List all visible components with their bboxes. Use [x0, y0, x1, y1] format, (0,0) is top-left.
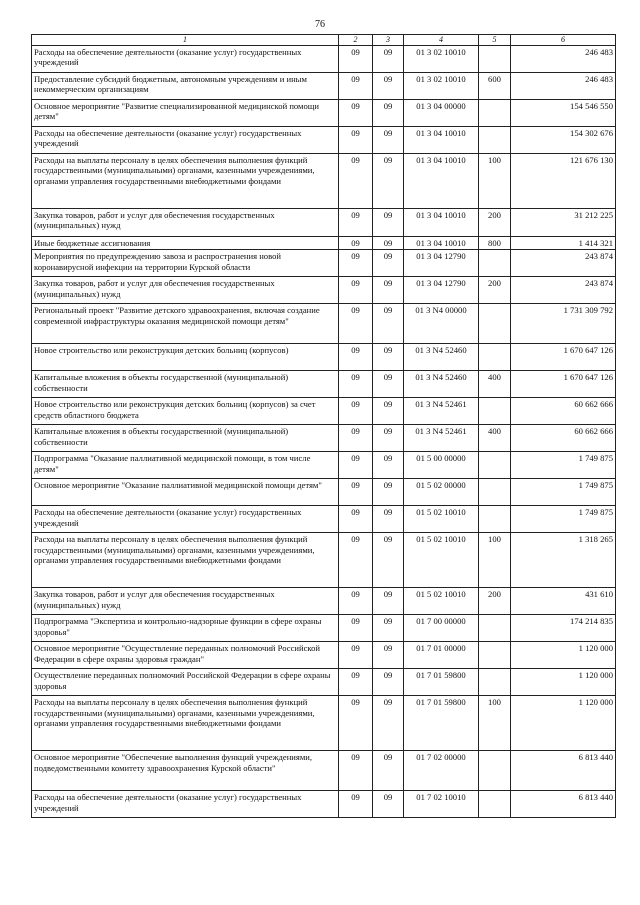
row-amount: 154 302 676: [511, 126, 616, 153]
row-amount: 243 874: [511, 250, 616, 277]
row-expense-type: [479, 479, 511, 506]
row-name: Мероприятия по предупреждению завоза и распространения новой коронавирусной инфекции на территории Курской области: [32, 250, 339, 277]
row-subsection: 09: [373, 344, 404, 371]
row-target-article: 01 7 01 59800: [404, 669, 479, 696]
row-expense-type: [479, 45, 511, 72]
row-section: 09: [339, 208, 373, 236]
budget-table: [31, 34, 616, 818]
row-expense-type: 100: [479, 153, 511, 208]
row-amount: 1 120 000: [511, 669, 616, 696]
row-section: 09: [339, 479, 373, 506]
table-row: [32, 588, 616, 615]
table-row: [32, 398, 616, 425]
row-subsection: 09: [373, 642, 404, 669]
row-expense-type: [479, 126, 511, 153]
row-target-article: 01 3 02 10010: [404, 45, 479, 72]
row-subsection: 09: [373, 506, 404, 533]
row-expense-type: 400: [479, 371, 511, 398]
table-row: [32, 506, 616, 533]
row-expense-type: [479, 452, 511, 479]
row-expense-type: [479, 669, 511, 696]
table-row: [32, 479, 616, 506]
row-expense-type: 600: [479, 72, 511, 99]
row-name: Расходы на выплаты персоналу в целях обеспечения выполнения функций государственными (муниципальными) органами, казенными учреждениями, органами управления государственными внебюджетными фондами: [32, 533, 339, 588]
row-expense-type: 200: [479, 588, 511, 615]
row-target-article: 01 7 00 00000: [404, 615, 479, 642]
table-row: [32, 45, 616, 72]
row-subsection: 09: [373, 398, 404, 425]
row-subsection: 09: [373, 126, 404, 153]
row-name: Иные бюджетные ассигнования: [32, 236, 339, 249]
row-subsection: 09: [373, 250, 404, 277]
row-section: 09: [339, 304, 373, 344]
row-name: Подпрограмма "Оказание паллиативной медицинской помощи, в том числе детям": [32, 452, 339, 479]
row-target-article: 01 7 02 10010: [404, 791, 479, 818]
row-section: 09: [339, 45, 373, 72]
row-section: 09: [339, 452, 373, 479]
row-subsection: 09: [373, 615, 404, 642]
row-target-article: 01 3 N4 52460: [404, 371, 479, 398]
table-row: [32, 669, 616, 696]
table-row: [32, 236, 616, 249]
row-name: Расходы на обеспечение деятельности (оказание услуг) государственных учреждений: [32, 791, 339, 818]
row-amount: 1 749 875: [511, 452, 616, 479]
row-target-article: 01 7 02 00000: [404, 751, 479, 791]
row-target-article: 01 7 01 00000: [404, 642, 479, 669]
row-name: Капитальные вложения в объекты государственной (муниципальной) собственности: [32, 371, 339, 398]
row-expense-type: [479, 506, 511, 533]
table-row: [32, 791, 616, 818]
row-expense-type: 200: [479, 208, 511, 236]
table-row: [32, 344, 616, 371]
table-row: [32, 452, 616, 479]
row-target-article: 01 3 04 12790: [404, 250, 479, 277]
row-expense-type: 800: [479, 236, 511, 249]
row-expense-type: [479, 642, 511, 669]
row-target-article: 01 3 N4 52461: [404, 425, 479, 452]
row-name: Расходы на обеспечение деятельности (оказание услуг) государственных учреждений: [32, 506, 339, 533]
row-subsection: 09: [373, 751, 404, 791]
table-row: [32, 208, 616, 236]
row-subsection: 09: [373, 452, 404, 479]
row-name: Основное мероприятие "Развитие специализированной медицинской помощи детям": [32, 99, 339, 126]
row-section: 09: [339, 791, 373, 818]
row-target-article: 01 5 02 10010: [404, 533, 479, 588]
table-row: [32, 533, 616, 588]
row-target-article: 01 5 00 00000: [404, 452, 479, 479]
row-subsection: 09: [373, 696, 404, 751]
table-row: [32, 99, 616, 126]
table-row: [32, 126, 616, 153]
table-body: [32, 45, 616, 817]
row-amount: 6 813 440: [511, 791, 616, 818]
row-section: 09: [339, 533, 373, 588]
row-section: 09: [339, 250, 373, 277]
row-target-article: 01 3 04 10010: [404, 208, 479, 236]
row-target-article: 01 3 04 10010: [404, 153, 479, 208]
row-expense-type: [479, 304, 511, 344]
row-target-article: 01 7 01 59800: [404, 696, 479, 751]
row-expense-type: 200: [479, 277, 511, 304]
row-section: 09: [339, 344, 373, 371]
row-subsection: 09: [373, 45, 404, 72]
row-name: Расходы на выплаты персоналу в целях обеспечения выполнения функций государственными (муниципальными) органами, казенными учреждениями, органами управления государственными внебюджетными фондами: [32, 696, 339, 751]
row-subsection: 09: [373, 669, 404, 696]
row-target-article: 01 3 04 00000: [404, 99, 479, 126]
row-section: 09: [339, 236, 373, 249]
row-name: Предоставление субсидий бюджетным, автономным учреждениям и иным некоммерческим организациям: [32, 72, 339, 99]
row-amount: 60 662 666: [511, 398, 616, 425]
row-expense-type: [479, 615, 511, 642]
row-subsection: 09: [373, 153, 404, 208]
row-section: 09: [339, 126, 373, 153]
row-name: Закупка товаров, работ и услуг для обеспечения государственных (муниципальных) нужд: [32, 208, 339, 236]
row-section: 09: [339, 588, 373, 615]
row-amount: 6 813 440: [511, 751, 616, 791]
header-col-4: 4: [404, 35, 479, 46]
row-expense-type: 100: [479, 696, 511, 751]
row-amount: 1 749 875: [511, 506, 616, 533]
row-section: 09: [339, 669, 373, 696]
row-amount: 1 120 000: [511, 642, 616, 669]
row-amount: 1 731 309 792: [511, 304, 616, 344]
row-section: 09: [339, 277, 373, 304]
row-section: 09: [339, 72, 373, 99]
row-name: Подпрограмма "Экспертиза и контрольно-надзорные функции в сфере охраны здоровья": [32, 615, 339, 642]
row-subsection: 09: [373, 533, 404, 588]
table-row: [32, 642, 616, 669]
row-target-article: 01 3 04 12790: [404, 277, 479, 304]
row-target-article: 01 3 04 10010: [404, 236, 479, 249]
table-row: [32, 250, 616, 277]
row-expense-type: [479, 250, 511, 277]
table-row: [32, 615, 616, 642]
row-expense-type: 400: [479, 425, 511, 452]
row-subsection: 09: [373, 236, 404, 249]
header-col-2: 2: [339, 35, 373, 46]
row-amount: 1 670 647 126: [511, 371, 616, 398]
row-subsection: 09: [373, 425, 404, 452]
row-amount: 121 676 130: [511, 153, 616, 208]
row-amount: 1 749 875: [511, 479, 616, 506]
row-target-article: 01 5 02 10010: [404, 506, 479, 533]
row-section: 09: [339, 696, 373, 751]
table-row: [32, 425, 616, 452]
header-col-6: 6: [511, 35, 616, 46]
page-number: 76: [315, 19, 325, 30]
row-subsection: 09: [373, 99, 404, 126]
row-name: Новое строительство или реконструкция детских больниц (корпусов) за счет средств областного бюджета: [32, 398, 339, 425]
row-section: 09: [339, 153, 373, 208]
row-name: Региональный проект "Развитие детского здравоохранения, включая создание современной инфраструктуры оказания медицинской помощи детям": [32, 304, 339, 344]
row-subsection: 09: [373, 277, 404, 304]
row-subsection: 09: [373, 72, 404, 99]
row-subsection: 09: [373, 479, 404, 506]
row-amount: 60 662 666: [511, 425, 616, 452]
row-subsection: 09: [373, 304, 404, 344]
row-section: 09: [339, 425, 373, 452]
row-section: 09: [339, 371, 373, 398]
row-name: Основное мероприятие "Оказание паллиативной медицинской помощи детям": [32, 479, 339, 506]
row-section: 09: [339, 615, 373, 642]
row-section: 09: [339, 99, 373, 126]
row-name: Закупка товаров, работ и услуг для обеспечения государственных (муниципальных) нужд: [32, 277, 339, 304]
row-amount: 243 874: [511, 277, 616, 304]
row-name: Основное мероприятие "Обеспечение выполнения функций учреждениями, подведомственными комитету здравоохранения Курской области": [32, 751, 339, 791]
table-row: [32, 696, 616, 751]
row-expense-type: [479, 344, 511, 371]
row-amount: 174 214 835: [511, 615, 616, 642]
row-name: Расходы на обеспечение деятельности (оказание услуг) государственных учреждений: [32, 126, 339, 153]
row-target-article: 01 3 N4 52460: [404, 344, 479, 371]
row-section: 09: [339, 642, 373, 669]
table-row: [32, 371, 616, 398]
row-name: Капитальные вложения в объекты государственной (муниципальной) собственности: [32, 425, 339, 452]
row-target-article: 01 3 N4 00000: [404, 304, 479, 344]
row-target-article: 01 3 N4 52461: [404, 398, 479, 425]
row-expense-type: [479, 398, 511, 425]
row-name: Расходы на обеспечение деятельности (оказание услуг) государственных учреждений: [32, 45, 339, 72]
row-amount: 31 212 225: [511, 208, 616, 236]
row-target-article: 01 3 04 10010: [404, 126, 479, 153]
row-name: Новое строительство или реконструкция детских больниц (корпусов): [32, 344, 339, 371]
row-amount: 1 318 265: [511, 533, 616, 588]
row-expense-type: [479, 99, 511, 126]
row-name: Осуществление переданных полномочий Российской Федерации в сфере охраны здоровья: [32, 669, 339, 696]
row-name: Расходы на выплаты персоналу в целях обеспечения выполнения функций государственными (муниципальными) органами, казенными учреждениями, органами управления государственными внебюджетными фондами: [32, 153, 339, 208]
row-amount: 431 610: [511, 588, 616, 615]
row-expense-type: [479, 751, 511, 791]
row-target-article: 01 3 02 10010: [404, 72, 479, 99]
table-row: [32, 72, 616, 99]
row-section: 09: [339, 751, 373, 791]
row-name: Основное мероприятие "Осуществление переданных полномочий Российской Федерации в сфере охраны здоровья граждан": [32, 642, 339, 669]
row-section: 09: [339, 398, 373, 425]
header-col-1: 1: [32, 35, 339, 46]
row-amount: 246 483: [511, 45, 616, 72]
table-row: [32, 304, 616, 344]
row-subsection: 09: [373, 371, 404, 398]
row-section: 09: [339, 506, 373, 533]
row-amount: 246 483: [511, 72, 616, 99]
row-amount: 154 546 550: [511, 99, 616, 126]
row-amount: 1 670 647 126: [511, 344, 616, 371]
row-amount: 1 414 321: [511, 236, 616, 249]
row-subsection: 09: [373, 588, 404, 615]
row-name: Закупка товаров, работ и услуг для обеспечения государственных (муниципальных) нужд: [32, 588, 339, 615]
header-col-5: 5: [479, 35, 511, 46]
row-expense-type: [479, 791, 511, 818]
row-amount: 1 120 000: [511, 696, 616, 751]
table-row: [32, 751, 616, 791]
row-target-article: 01 5 02 10010: [404, 588, 479, 615]
row-subsection: 09: [373, 208, 404, 236]
table-row: [32, 153, 616, 208]
header-row: [32, 35, 616, 46]
row-target-article: 01 5 02 00000: [404, 479, 479, 506]
header-col-3: 3: [373, 35, 404, 46]
row-subsection: 09: [373, 791, 404, 818]
row-expense-type: 100: [479, 533, 511, 588]
table-row: [32, 277, 616, 304]
